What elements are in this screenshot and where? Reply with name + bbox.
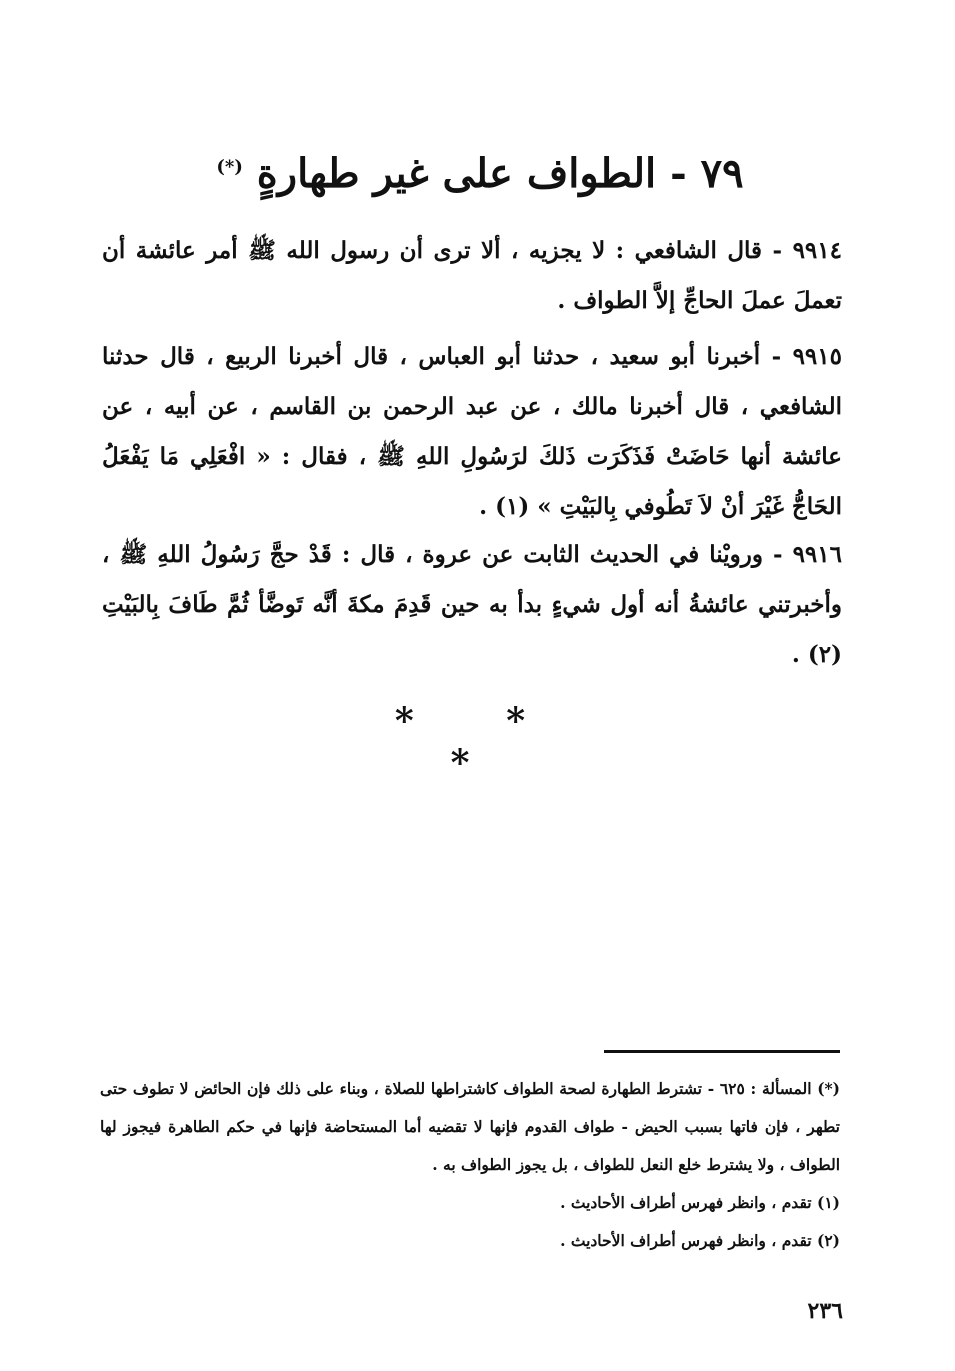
- paragraph-9914: ٩٩١٤ - قال الشافعي : لا يجزيه ، ألا ترى أن رسول الله ﷺ أمر عائشة أن تعملَ عملَ الحاجِّ إلاَّ الطواف .: [102, 237, 842, 314]
- footnote-divider: [604, 1050, 840, 1053]
- page-number: ٢٣٦: [807, 1298, 843, 1324]
- footnote-1: (١) تقدم ، وانظر فهرس أطراف الأحاديث .: [560, 1193, 840, 1212]
- footnotes: [100, 1070, 840, 1260]
- footnote-2: (٢) تقدم ، وانظر فهرس أطراف الأحاديث .: [560, 1231, 840, 1250]
- title-footnote-marker: (*): [216, 156, 243, 178]
- paragraph-9916: ٩٩١٦ - ورويْنا في الحديث الثابت عن عروة ، قال : قَدْ حجَّ رَسُولُ اللهِ ﷺ ، وأخبرتني عائشةُ أنه أول شيءٍ بدأ به حين قَدِمَ مكةَ أنَّه تَوضَّأ ثُمَّ طَافَ بِالبَيْتِ (٢) .: [102, 541, 842, 668]
- section-separator: * * *: [394, 700, 566, 784]
- paragraph-9915: ٩٩١٥ - أخبرنا أبو سعيد ، حدثنا أبو العباس ، قال أخبرنا الربيع ، قال حدثنا الشافعي ، قال أخبرنا مالك ، عن عبد الرحمن بن القاسم ، عن أبيه ، عن عائشة أنها حَاضَتْ فَذَكَرَت ذَلكَ لرَسُولِ اللهِ ﷺ ، فقال : « افْعَلِي مَا يَفْعَلُ الحَاجُّ غَيْرَ أنْ لاَ تَطُوفي بِالبَيْتِ » (١) .: [102, 343, 842, 520]
- chapter-title-text: ٧٩ - الطواف على غير طهارةٍ: [256, 150, 744, 197]
- chapter-title: [120, 150, 840, 197]
- footnote-star: (*) المسألة : ٦٢٥ - تشترط الطهارة لصحة الطواف كاشتراطها للصلاة ، وبناء على ذلك فإن الحائض لا تطوف حتى تطهر ، فإن فاتها بسبب الحيض - طواف القدوم فإنها لا تقضيه أما المستحاضة فإنها في حكم الطاهرة فيجوز لها الطواف ، ولا يشترط خلع النعل للطواف ، بل يجوز الطواف به .: [100, 1079, 840, 1174]
